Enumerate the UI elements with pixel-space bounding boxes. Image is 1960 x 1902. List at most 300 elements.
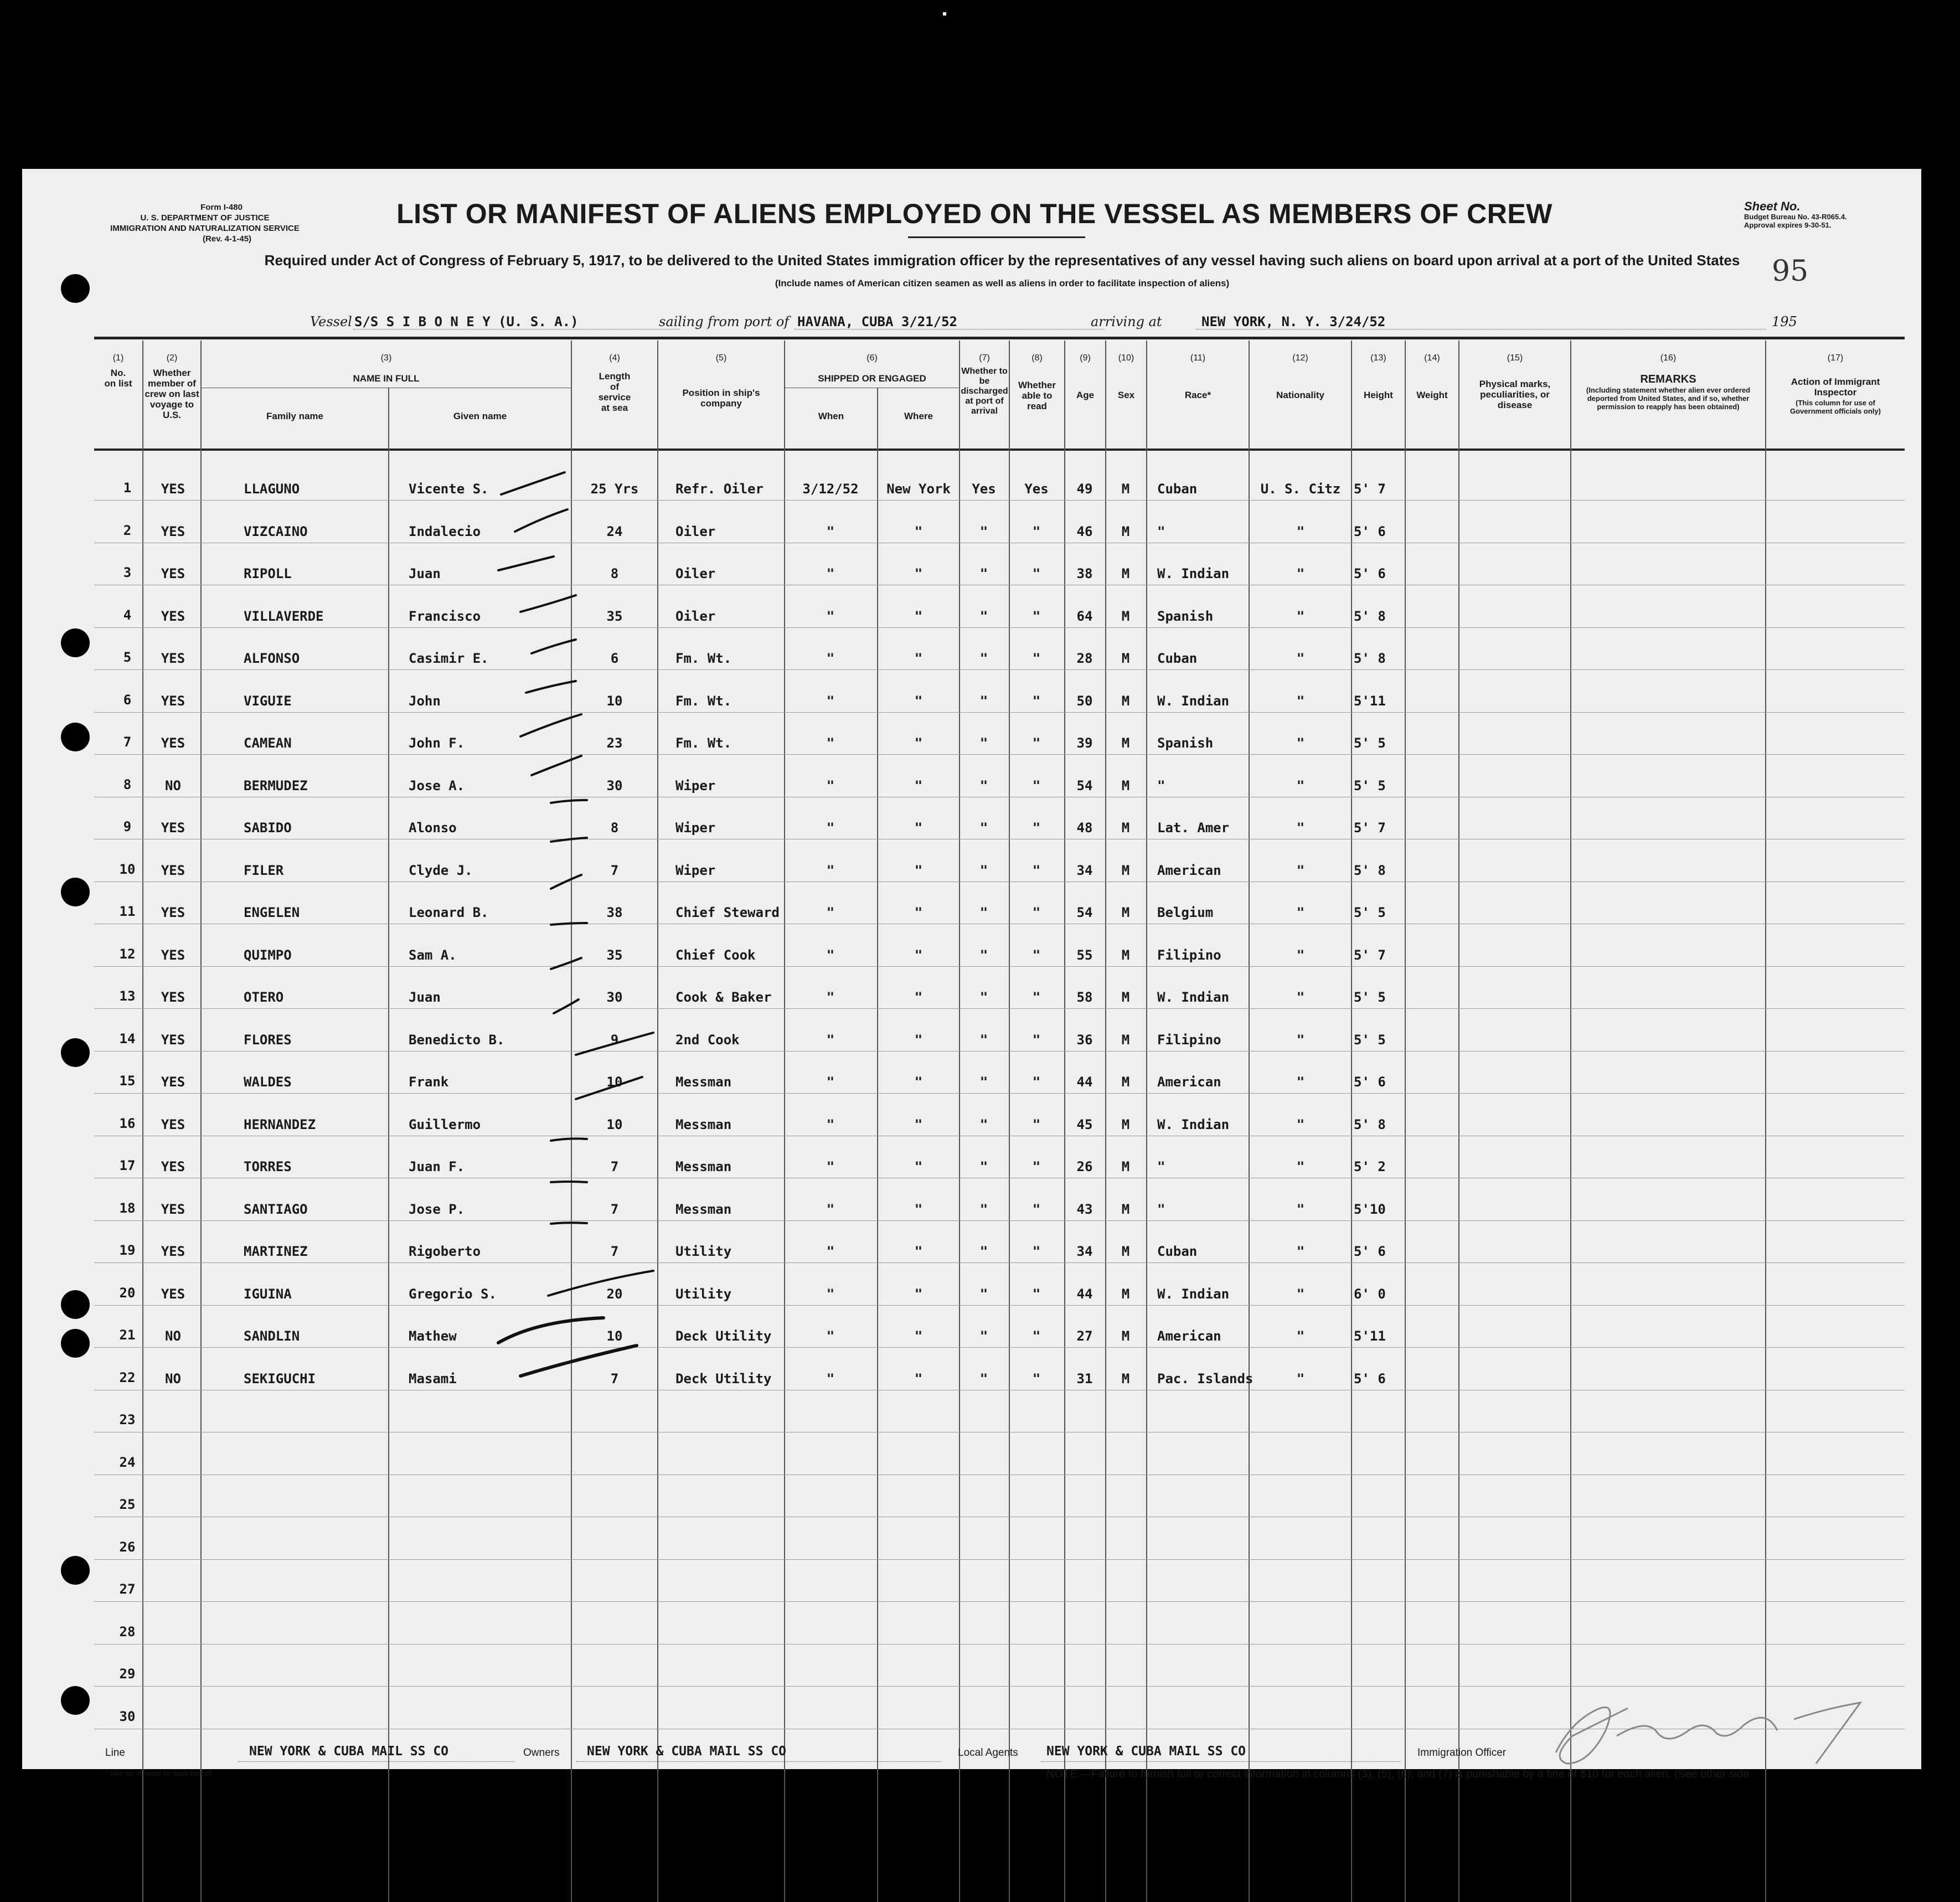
row-number: 16 [119,1116,136,1131]
race-cell: Spanish [1157,735,1214,751]
age-cell: 36 [1076,1032,1093,1048]
length-of-service-cell: 24 [606,524,623,539]
crew-last-voyage-cell: YES [161,651,185,666]
shipped-where-cell: " [914,863,923,878]
col12-label: Nationality [1276,390,1324,400]
row-rule [94,1262,1905,1263]
col3-number: (3) [380,353,392,363]
given-name-cell: Vicente S. [409,481,489,497]
col10-header [1106,353,1146,400]
check-mark [532,756,581,775]
to-be-discharged-cell: Yes [972,481,996,497]
family-name-cell: VILLAVERDE [244,609,324,624]
row-number: 8 [123,777,132,792]
col16-number: (16) [1660,353,1677,363]
row-rule [94,966,1905,967]
race-footnote: * See list of races on back hereof. [105,1769,213,1777]
to-be-discharged-cell: " [979,1328,988,1344]
shipped-when-cell: " [826,1286,835,1302]
col4-label: Length of service at sea [598,371,631,413]
sailing-label: sailing from port of [659,314,790,329]
row-number: 28 [119,1624,136,1640]
to-be-discharged-cell: " [979,651,988,666]
sex-cell: M [1121,566,1130,581]
given-name-cell: Juan [409,989,441,1005]
to-be-discharged-cell: " [979,947,988,963]
family-name-cell: MARTINEZ [244,1244,308,1259]
fill-line [238,1761,515,1762]
sex-cell: M [1121,1117,1130,1132]
family-name-cell: IGUINA [244,1286,292,1302]
punch-hole [61,1686,90,1715]
race-cell: Spanish [1157,609,1214,624]
to-be-discharged-cell: " [979,1074,988,1090]
length-of-service-cell: 10 [606,1328,623,1344]
officer-signature [1556,1703,1860,1764]
to-be-discharged-cell: " [979,1117,988,1132]
col3-header [202,353,571,384]
race-cell: W. Indian [1157,693,1230,709]
sex-cell: M [1121,651,1130,666]
age-cell: 46 [1076,524,1093,539]
race-cell: " [1157,778,1165,793]
sex-cell: M [1121,863,1130,878]
nationality-cell: " [1296,1159,1305,1174]
row-number: 7 [123,734,132,750]
col7-label: Whether to be discharged at port of arrival [961,367,1008,416]
punch-hole [61,1038,90,1067]
sheet-info [1744,199,1910,229]
family-name-cell: FILER [244,863,284,878]
height-cell: 5' 8 [1354,651,1386,666]
line-label: Line [105,1747,125,1759]
length-of-service-cell: 7 [610,1202,619,1217]
length-of-service-cell: 8 [610,566,619,581]
shipped-where-cell: " [914,1074,923,1090]
length-of-service-cell: 6 [610,651,619,666]
row-rule [94,669,1905,670]
column-rule [1765,341,1766,1902]
length-of-service-cell: 35 [606,609,623,624]
vessel-line [282,314,1797,336]
sailing-port: HAVANA, CUBA 3/21/52 [797,314,957,329]
crew-last-voyage-cell: YES [161,1074,185,1090]
age-cell: 39 [1076,735,1093,751]
row-number: 6 [123,692,132,708]
shipped-where-cell: " [914,947,923,963]
sex-cell: M [1121,481,1130,497]
height-cell: 5' 8 [1354,863,1386,878]
to-be-discharged-cell: " [979,1202,988,1217]
row-number: 25 [119,1497,136,1512]
col2-label: Whether member of crew on last voyage to U.S. [145,368,199,420]
race-cell: Cuban [1157,651,1198,666]
to-be-discharged-cell: " [979,693,988,709]
to-be-discharged-cell: " [979,905,988,920]
col9-header [1065,353,1105,400]
col5-number: (5) [715,353,727,363]
able-to-read-cell: " [1032,1371,1041,1386]
shipped-when-cell: " [826,905,835,920]
to-be-discharged-cell: " [979,863,988,878]
family-name-cell: SABIDO [244,820,292,836]
agents-label: Local Agents [958,1747,1018,1759]
shipped-when-cell: " [826,693,835,709]
crew-last-voyage-cell: YES [161,1244,185,1259]
given-name-cell: Casimir E. [409,651,489,666]
position-cell: Deck Utility [675,1371,772,1386]
punch-hole [61,1329,90,1358]
family-name-cell: SEKIGUCHI [244,1371,316,1386]
nationality-cell: " [1296,1032,1305,1048]
row-number: 26 [119,1539,136,1555]
col15-number: (15) [1507,353,1523,363]
row-number: 13 [119,988,136,1004]
given-name-cell: Benedicto B. [409,1032,505,1048]
race-cell: " [1157,524,1165,539]
age-cell: 28 [1076,651,1093,666]
shipped-where-cell: " [914,1328,923,1344]
race-cell: American [1157,1074,1221,1090]
length-of-service-cell: 30 [606,989,623,1005]
col6-number: (6) [866,353,878,363]
penalty-note: NOTE.—Failure to furnish full or correct information in columns (3), (5), (6), and (7) is punishable by a fine of $10 for each alien. (See other side [1046,1768,1750,1780]
sex-cell: M [1121,735,1130,751]
nationality-cell: " [1296,1286,1305,1302]
age-cell: 45 [1076,1117,1093,1132]
crew-last-voyage-cell: YES [161,524,185,539]
check-mark [551,1138,587,1141]
check-mark [526,681,576,693]
age-cell: 31 [1076,1371,1093,1386]
height-cell: 5' 7 [1354,820,1386,836]
shipped-when-cell: " [826,524,835,539]
shipped-where-cell: " [914,1244,923,1259]
to-be-discharged-cell: " [979,1244,988,1259]
shipped-where-cell: " [914,820,923,836]
col4-header [572,353,657,413]
nationality-cell: " [1296,863,1305,878]
col16-note: (Including statement whether alien ever ordered deported from United States, and if so, whether permission to reapply has been obtained) [1586,386,1751,411]
row-number: 18 [119,1200,136,1216]
shipped-where-cell: " [914,905,923,920]
column-rule [388,388,389,1902]
row-rule [94,712,1905,713]
sex-cell: M [1121,1244,1130,1259]
age-cell: 64 [1076,609,1093,624]
length-of-service-cell: 20 [606,1286,623,1302]
shipped-where-cell: " [914,1371,923,1386]
row-rule [94,1008,1905,1009]
position-cell: Wiper [675,820,716,836]
nationality-cell: " [1296,947,1305,963]
column-rule [1146,341,1147,1902]
able-to-read-cell: " [1032,778,1041,793]
shipped-where-cell: " [914,651,923,666]
column-rule [1351,341,1352,1902]
shipped-when-cell: " [826,566,835,581]
length-of-service-cell: 38 [606,905,623,920]
length-of-service-cell: 30 [606,778,623,793]
shipped-when-cell: " [826,1371,835,1386]
able-to-read-cell: " [1032,651,1041,666]
shipped-when-cell: " [826,778,835,793]
age-cell: 34 [1076,1244,1093,1259]
able-to-read-cell: " [1032,609,1041,624]
able-to-read-cell: " [1032,524,1041,539]
family-name-cell: FLORES [244,1032,292,1048]
row-number: 2 [123,523,132,538]
owners-value: NEW YORK & CUBA MAIL SS CO [587,1744,787,1759]
age-cell: 50 [1076,693,1093,709]
given-name-cell: Masami [409,1371,457,1386]
col6-label: SHIPPED OR ENGAGED [818,373,926,384]
to-be-discharged-cell: " [979,989,988,1005]
shipped-where-cell: " [914,778,923,793]
position-cell: Chief Cook [675,947,756,963]
to-be-discharged-cell: " [979,1032,988,1048]
race-cell: American [1157,1328,1221,1344]
nationality-cell: " [1296,989,1305,1005]
length-of-service-cell: 9 [610,1032,619,1048]
column-rule [200,341,202,1902]
row-rule [94,1220,1905,1221]
family-name-cell: RIPOLL [244,566,292,581]
row-rule [94,1601,1905,1602]
shipped-when-cell: " [826,1074,835,1090]
height-cell: 5'11 [1354,693,1386,709]
row-rule [94,1347,1905,1348]
nationality-cell: " [1296,905,1305,920]
race-cell: W. Indian [1157,1117,1230,1132]
when-header: When [818,411,844,421]
given-name-cell: Alonso [409,820,457,836]
row-number: 9 [123,819,132,834]
position-cell: Messman [675,1202,732,1217]
column-rule [1405,341,1406,1902]
row-number: 14 [119,1031,136,1047]
shipped-when-cell: " [826,609,835,624]
given-name-cell: Jose P. [409,1202,465,1217]
to-be-discharged-cell: " [979,609,988,624]
owners-label: Owners [523,1747,560,1759]
nationality-cell: " [1296,1202,1305,1217]
shipped-when-cell: " [826,1244,835,1259]
row-number: 12 [119,946,136,962]
to-be-discharged-cell: " [979,566,988,581]
height-cell: 5' 6 [1354,524,1386,539]
document-title: LIST OR MANIFEST OF ALIENS EMPLOYED ON THE VESSEL AS MEMBERS OF CREW [396,198,1552,229]
able-to-read-cell: " [1032,820,1041,836]
to-be-discharged-cell: " [979,778,988,793]
sex-cell: M [1121,1074,1130,1090]
crew-last-voyage-cell: YES [161,1286,185,1302]
position-cell: Oiler [675,609,716,624]
nationality-cell: " [1296,1328,1305,1344]
row-number: 17 [119,1158,136,1173]
sex-cell: M [1121,1159,1130,1174]
age-cell: 34 [1076,863,1093,878]
col14-header [1406,353,1458,400]
shipped-where-cell: " [914,735,923,751]
height-cell: 5' 6 [1354,1244,1386,1259]
col11-label: Race* [1184,390,1211,400]
sex-cell: M [1121,1328,1130,1344]
race-cell: Lat. Amer [1157,820,1230,836]
nationality-cell: " [1296,778,1305,793]
col12-header [1250,353,1351,400]
height-cell: 5' 5 [1354,778,1386,793]
race-cell: " [1157,1159,1165,1174]
col2-header [143,353,200,420]
height-cell: 5'10 [1354,1202,1386,1217]
able-to-read-cell: " [1032,947,1041,963]
col4-number: (4) [609,353,620,363]
col13-label: Height [1364,390,1393,400]
age-cell: 58 [1076,989,1093,1005]
race-cell: Filipino [1157,1032,1221,1048]
check-mark [520,714,581,736]
check-mark [551,1223,587,1224]
length-of-service-cell: 23 [606,735,623,751]
nationality-cell: " [1296,1074,1305,1090]
to-be-discharged-cell: " [979,1371,988,1386]
header-top-rule [94,337,1905,339]
able-to-read-cell: Yes [1024,481,1049,497]
position-cell: Cook & Baker [675,989,772,1005]
col16-header [1571,353,1765,411]
row-rule [94,1559,1905,1560]
height-cell: 5' 5 [1354,1032,1386,1048]
officer-label: Immigration Officer [1417,1747,1507,1759]
race-cell: Cuban [1157,481,1198,497]
row-number: 30 [119,1709,136,1724]
given-name-cell: Rigoberto [409,1244,481,1259]
given-name-cell: Sam A. [409,947,457,963]
col17-header [1766,353,1905,415]
form-number: Form I-480 [200,203,243,212]
arriving-port: NEW YORK, N. Y. 3/24/52 [1201,314,1386,329]
punch-hole [61,1556,90,1585]
approval-expiry: Approval expires 9-30-51. [1744,221,1832,229]
crew-last-voyage-cell: YES [161,609,185,624]
punch-hole [61,274,90,303]
shipped-when-cell: " [826,820,835,836]
family-name-cell: BERMUDEZ [244,778,308,793]
shipped-where-cell: " [914,1202,923,1217]
given-name-cell: John F. [409,735,465,751]
length-of-service-cell: 35 [606,947,623,963]
given-name-cell: Leonard B. [409,905,489,920]
given-name-cell: Frank [409,1074,449,1090]
row-rule [94,1686,1905,1687]
col17-note: (This column for use of Government officials only) [1790,399,1881,415]
shipped-where-cell: " [914,1117,923,1132]
shipped-when-cell: 3/12/52 [802,481,859,497]
given-name-cell: Juan [409,566,441,581]
given-name-cell: Mathew [409,1328,457,1344]
shipped-when-cell: " [826,989,835,1005]
department: U. S. DEPARTMENT OF JUSTICE [140,213,270,223]
crew-last-voyage-cell: YES [161,1032,185,1048]
col8-label: Whether able to read [1018,380,1056,411]
sex-cell: M [1121,1202,1130,1217]
length-of-service-cell: 25 Yrs [590,481,639,497]
length-of-service-cell: 8 [610,820,619,836]
col2-number: (2) [166,353,178,363]
shipped-where-cell: " [914,609,923,624]
col14-label: Weight [1416,390,1448,400]
nationality-cell: " [1296,1117,1305,1132]
col3-label: NAME IN FULL [353,373,420,384]
given-name-cell: John [409,693,441,709]
age-cell: 44 [1076,1286,1093,1302]
shipped-where-cell: " [914,1032,923,1048]
header-bottom-rule [94,449,1905,451]
service: IMMIGRATION AND NATURALIZATION SERVICE [110,224,300,233]
age-cell: 26 [1076,1159,1093,1174]
race-cell: Pac. Islands [1157,1371,1254,1386]
col9-label: Age [1076,390,1095,400]
family-name-cell: SANTIAGO [244,1202,308,1217]
fill-line [576,1761,941,1762]
position-cell: Messman [675,1159,732,1174]
nationality-cell: " [1296,735,1305,751]
col1-number: (1) [112,353,124,363]
family-name-cell: HERNANDEZ [244,1117,316,1132]
column-rule [1570,341,1571,1902]
position-cell: Oiler [675,566,716,581]
shipped-where-cell: " [914,693,923,709]
vessel-label: Vessel [310,314,352,329]
row-rule [94,500,1905,501]
col17-number: (17) [1827,353,1844,363]
family-name-cell: SANDLIN [244,1328,300,1344]
requirement-statement: Required under Act of Congress of February 5, 1917, to be delivered to the United States immigration officer by the representatives of any vessel having such aliens on board upon arrival at a port of the United States [264,252,1740,269]
position-cell: Chief Steward [675,905,780,920]
length-of-service-cell: 7 [610,1371,619,1386]
height-cell: 5' 5 [1354,905,1386,920]
row-rule [94,1644,1905,1645]
able-to-read-cell: " [1032,1244,1041,1259]
age-cell: 49 [1076,481,1093,497]
sex-cell: M [1121,1032,1130,1048]
budget-number: Budget Bureau No. 43-R065.4. [1744,213,1847,221]
nationality-cell: " [1296,820,1305,836]
row-number: 1 [123,480,132,496]
height-cell: 5' 5 [1354,989,1386,1005]
nationality-cell: " [1296,651,1305,666]
shipped-when-cell: " [826,1032,835,1048]
sex-cell: M [1121,1371,1130,1386]
scan-speck [943,12,946,16]
row-number: 21 [119,1327,136,1343]
position-cell: Fm. Wt. [675,693,732,709]
height-cell: 5' 7 [1354,481,1386,497]
crew-last-voyage-cell: YES [161,693,185,709]
able-to-read-cell: " [1032,1328,1041,1344]
shipped-where-cell: " [914,524,923,539]
length-of-service-cell: 10 [606,693,623,709]
sex-cell: M [1121,947,1130,963]
col13-number: (13) [1370,353,1386,363]
sex-cell: M [1121,524,1130,539]
race-cell: " [1157,1202,1165,1217]
column-rule [1458,341,1459,1902]
punch-hole [61,628,90,657]
able-to-read-cell: " [1032,735,1041,751]
nationality-cell: " [1296,1244,1305,1259]
